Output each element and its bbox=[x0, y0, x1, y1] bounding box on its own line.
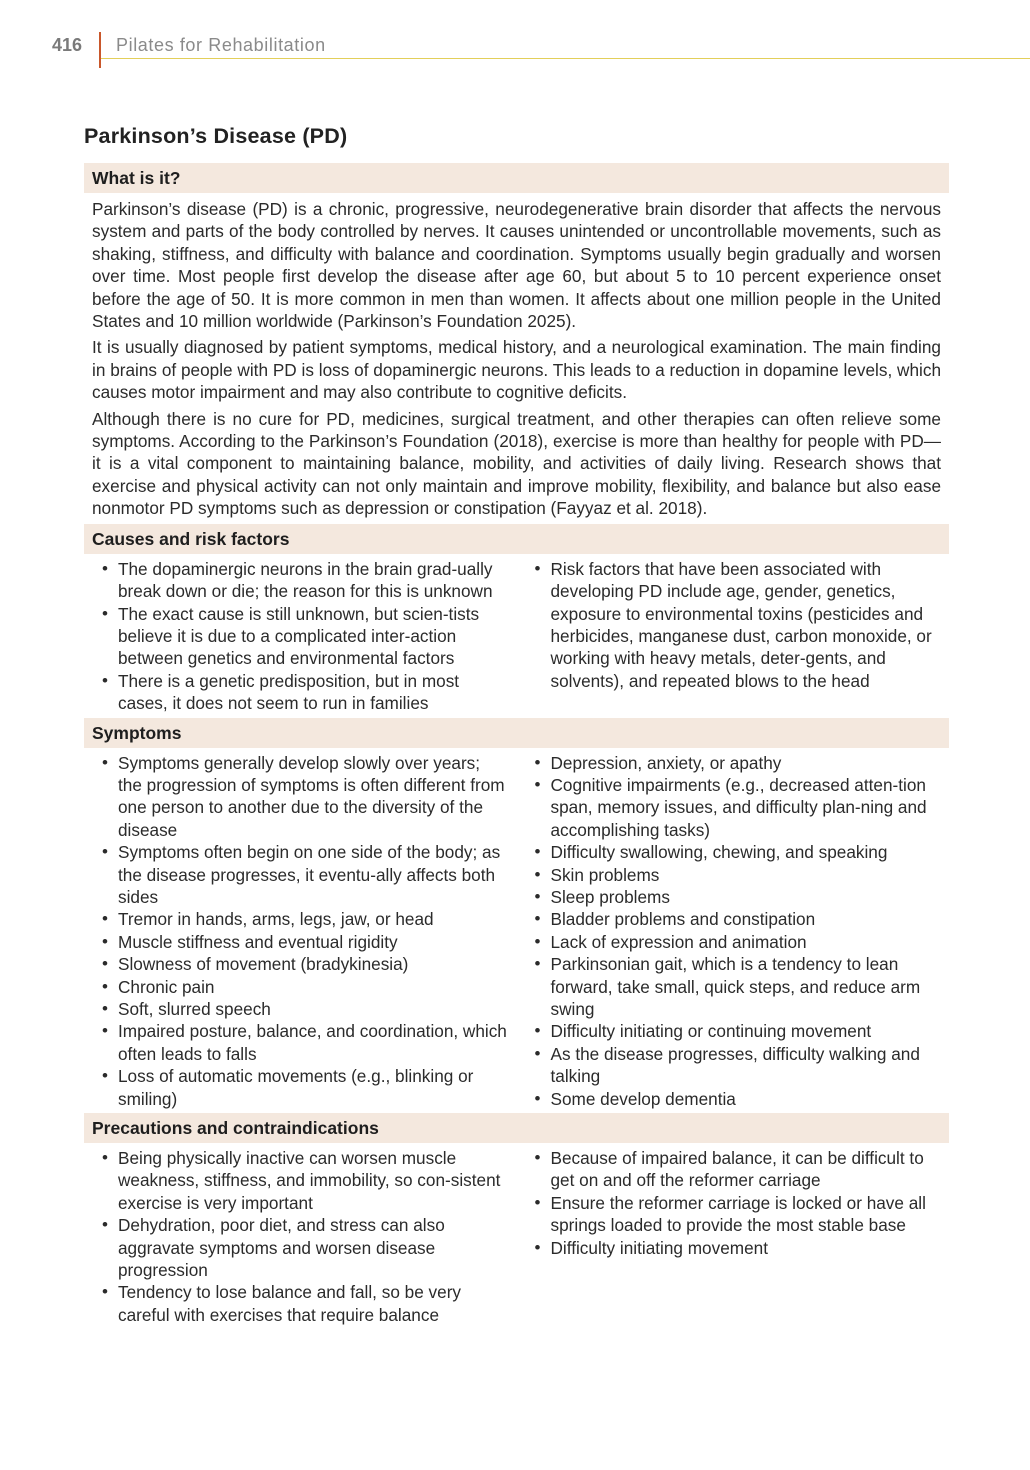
running-title: Pilates for Rehabilitation bbox=[116, 35, 326, 55]
list-item: • Difficulty initiating or continuing movement bbox=[533, 1020, 942, 1042]
precautions-section bbox=[84, 1113, 949, 1329]
causes-heading: Causes and risk factors bbox=[84, 524, 949, 554]
list-item: • Skin problems bbox=[533, 864, 942, 886]
list-item: • Sleep problems bbox=[533, 886, 942, 908]
symptoms-right-list bbox=[533, 752, 942, 1111]
section-title: Parkinson’s Disease (PD) bbox=[84, 124, 348, 148]
list-item: • Depression, anxiety, or apathy bbox=[533, 752, 942, 774]
symptoms-heading: Symptoms bbox=[84, 718, 949, 748]
list-item: • Slowness of movement (bradykinesia) bbox=[100, 953, 509, 975]
main-content bbox=[84, 124, 949, 1329]
list-item: • Impaired posture, balance, and coordination, which often leads to falls bbox=[100, 1020, 509, 1065]
list-item: • The dopaminergic neurons in the brain grad-ually break down or die; the reason for this is unknown bbox=[100, 558, 509, 603]
list-item: • Being physically inactive can worsen muscle weakness, stiffness, and immobility, so con-sistent exercise is very important bbox=[100, 1147, 509, 1214]
header-rule bbox=[101, 58, 1030, 59]
what-is-it-section bbox=[84, 163, 949, 520]
page-number: 416 bbox=[52, 35, 83, 55]
list-item: • Lack of expression and animation bbox=[533, 931, 942, 953]
list-item: • Muscle stiffness and eventual rigidity bbox=[100, 931, 509, 953]
symptoms-section bbox=[84, 718, 949, 1114]
list-item: • Because of impaired balance, it can be difficult to get on and off the reformer carriage bbox=[533, 1147, 942, 1192]
precautions-left-list bbox=[100, 1147, 509, 1326]
list-item: • Tendency to lose balance and fall, so be very careful with exercises that require balance bbox=[100, 1281, 509, 1326]
list-item: • The exact cause is still unknown, but scien-tists believe it is due to a complicated inter-action between genetics and environmental factors bbox=[100, 603, 509, 670]
paragraph: Although there is no cure for PD, medicines, surgical treatment, and other therapies can often relieve some symptoms. According to the Parkinson’s Foundation (2018), exercise is more than healthy for people with PD—it is a vital component to maintaining balance, mobility, and activities of daily living. Research shows that exercise and physical activity can not only maintain and improve mobility, flexibility, and balance but also ease nonmotor PD symptoms such as depression or constipation (Fayyaz et al. 2018). bbox=[92, 408, 941, 519]
list-item: • There is a genetic predisposition, but in most cases, it does not seem to run in families bbox=[100, 670, 509, 715]
list-item: • Ensure the reformer carriage is locked or have all springs loaded to provide the most stable base bbox=[533, 1192, 942, 1237]
precautions-right-list bbox=[533, 1147, 942, 1259]
list-item: • Symptoms often begin on one side of the body; as the disease progresses, it eventu-ally affects both sides bbox=[100, 841, 509, 908]
causes-right-list bbox=[533, 558, 942, 692]
symptoms-left-list bbox=[100, 752, 509, 1111]
list-item: • Loss of automatic movements (e.g., blinking or smiling) bbox=[100, 1065, 509, 1110]
what-is-it-heading: What is it? bbox=[84, 163, 949, 193]
precautions-heading: Precautions and contraindications bbox=[84, 1113, 949, 1143]
list-item: • Cognitive impairments (e.g., decreased atten-tion span, memory issues, and difficulty plan-ning and accomplishing tasks) bbox=[533, 774, 942, 841]
list-item: • As the disease progresses, difficulty walking and talking bbox=[533, 1043, 942, 1088]
running-head bbox=[0, 30, 1030, 66]
list-item: • Parkinsonian gait, which is a tendency to lean forward, take small, quick steps, and reduce arm swing bbox=[533, 953, 942, 1020]
paragraph: It is usually diagnosed by patient symptoms, medical history, and a neurological examination. The main finding in brains of people with PD is loss of dopaminergic neurons. This leads to a reduction in dopamine levels, which causes motor impairment and may also contribute to cognitive deficits. bbox=[92, 337, 941, 403]
list-item: • Dehydration, poor diet, and stress can also aggravate symptoms and worsen disease progression bbox=[100, 1214, 509, 1281]
list-item: • Soft, slurred speech bbox=[100, 998, 509, 1020]
list-item: • Symptoms generally develop slowly over years; the progression of symptoms is often different from one person to another due to the diversity of the disease bbox=[100, 752, 509, 842]
list-item: • Some develop dementia bbox=[533, 1088, 942, 1110]
list-item: • Chronic pain bbox=[100, 976, 509, 998]
causes-left-list bbox=[100, 558, 509, 715]
header-divider bbox=[99, 32, 101, 68]
list-item: • Bladder problems and constipation bbox=[533, 908, 942, 930]
list-item: • Difficulty swallowing, chewing, and speaking bbox=[533, 841, 942, 863]
causes-section bbox=[84, 524, 949, 718]
list-item: • Risk factors that have been associated with developing PD include age, gender, genetics, exposure to environmental toxins (pesticides and herbicides, manganese dust, carbon monoxide, or working with heavy metals, deter-gents, and solvents), and repeated blows to the head bbox=[533, 558, 942, 692]
paragraph: Parkinson’s disease (PD) is a chronic, progressive, neurodegenerative brain disorder that affects the nervous system and parts of the body controlled by nerves. It causes unintended or uncontrollable movements, such as shaking, stiffness, and difficulty with balance and coordination. Symptoms usually begin gradually and worsen over time. Most people first develop the disease after age 60, but about 5 to 10 percent experience onset before the age of 50. It is more common in men than women. It affects about one million people in the United States and 10 million worldwide (Parkinson’s Foundation 2025). bbox=[92, 199, 941, 332]
list-item: • Tremor in hands, arms, legs, jaw, or head bbox=[100, 908, 509, 930]
list-item: • Difficulty initiating movement bbox=[533, 1237, 942, 1259]
